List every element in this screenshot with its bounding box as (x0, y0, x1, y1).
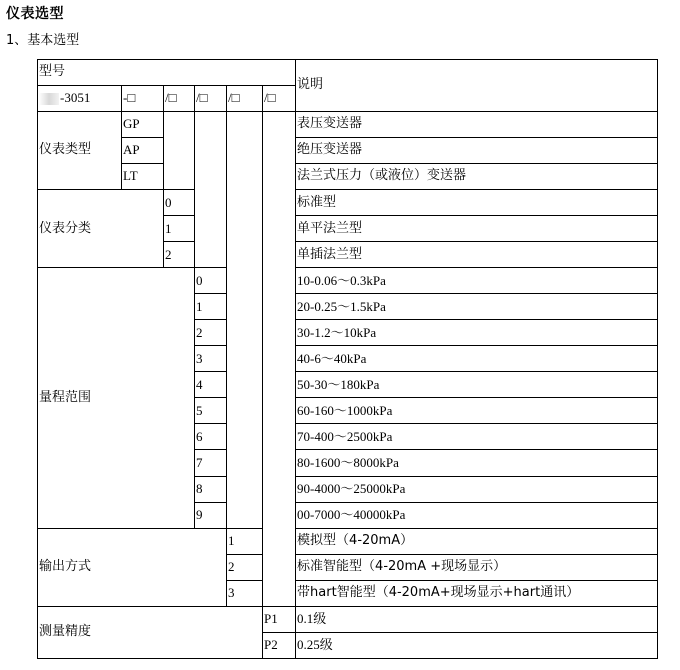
model-value-cell (38, 86, 122, 112)
blank-cell (164, 112, 195, 190)
slot-type: -□ (122, 86, 164, 112)
model-value: -3051 (60, 90, 91, 106)
range-desc: 20-0.25～1.5kPa (296, 294, 658, 320)
accuracy-desc: 0.25级 (296, 632, 658, 658)
accuracy-code: P1 (263, 606, 296, 632)
slot-range: /□ (195, 86, 227, 112)
class-desc: 标准型 (296, 190, 658, 216)
page-title: 仪表选型 (6, 6, 64, 22)
instrument-type-label: 仪表类型 (38, 112, 122, 190)
type-desc: 表压变送器 (296, 112, 658, 138)
range-code: 8 (195, 476, 227, 502)
type-code: AP (122, 138, 164, 164)
range-desc: 80-1600～8000kPa (296, 450, 658, 476)
accuracy-desc: 0.1级 (296, 606, 658, 632)
type-code: LT (122, 164, 164, 190)
table-row (38, 606, 658, 632)
class-code: 0 (164, 190, 195, 216)
output-desc: 带hart智能型（4-20mA+现场显示+hart通讯） (296, 580, 658, 606)
slot-class: /□ (164, 86, 195, 112)
output-label: 输出方式 (38, 528, 227, 606)
class-code: 1 (164, 216, 195, 242)
table-row (38, 138, 658, 164)
range-code: 3 (195, 346, 227, 372)
output-code: 3 (227, 580, 263, 606)
range-code: 0 (195, 268, 227, 294)
table-row (38, 268, 658, 294)
accuracy-label: 测量精度 (38, 606, 263, 658)
output-desc: 标准智能型（4-20mA +现场显示） (296, 554, 658, 580)
type-code: GP (122, 112, 164, 138)
output-code: 1 (227, 528, 263, 554)
model-prefix-mark (39, 93, 59, 105)
range-code: 5 (195, 398, 227, 424)
range-desc: 70-400～2500kPa (296, 424, 658, 450)
range-desc: 10-0.06～0.3kPa (296, 268, 658, 294)
range-desc: 60-160～1000kPa (296, 398, 658, 424)
range-desc: 30-1.2～10kPa (296, 320, 658, 346)
range-label: 量程范围 (38, 268, 195, 528)
accuracy-code: P2 (263, 632, 296, 658)
table-row (38, 528, 658, 554)
explain-header-cell: 说明 (296, 60, 658, 112)
table-row (38, 190, 658, 216)
range-desc: 50-30～180kPa (296, 372, 658, 398)
model-label-cell: 型号 (38, 60, 296, 86)
blank-cell (227, 112, 263, 529)
type-desc: 绝压变送器 (296, 138, 658, 164)
class-code: 2 (164, 242, 195, 268)
class-desc: 单插法兰型 (296, 242, 658, 268)
range-code: 2 (195, 320, 227, 346)
instrument-class-label: 仪表分类 (38, 190, 164, 268)
range-code: 1 (195, 294, 227, 320)
slot-accuracy: /□ (263, 86, 296, 112)
table-row (38, 112, 658, 138)
range-code: 6 (195, 424, 227, 450)
range-desc: 00-7000～40000kPa (296, 502, 658, 528)
output-desc: 模拟型（4-20mA） (296, 528, 658, 554)
selection-table (37, 59, 658, 659)
range-code: 7 (195, 450, 227, 476)
slot-output: /□ (227, 86, 263, 112)
range-desc: 90-4000～25000kPa (296, 476, 658, 502)
table-row (38, 164, 658, 190)
range-code: 4 (195, 372, 227, 398)
range-code: 9 (195, 502, 227, 528)
output-code: 2 (227, 554, 263, 580)
blank-cell (195, 112, 227, 268)
range-desc: 40-6～40kPa (296, 346, 658, 372)
section-subtitle: 1、基本选型 (6, 33, 80, 48)
class-desc: 单平法兰型 (296, 216, 658, 242)
blank-cell (263, 112, 296, 607)
header-row-top (38, 60, 658, 86)
type-desc: 法兰式压力（或液位）变送器 (296, 164, 658, 190)
